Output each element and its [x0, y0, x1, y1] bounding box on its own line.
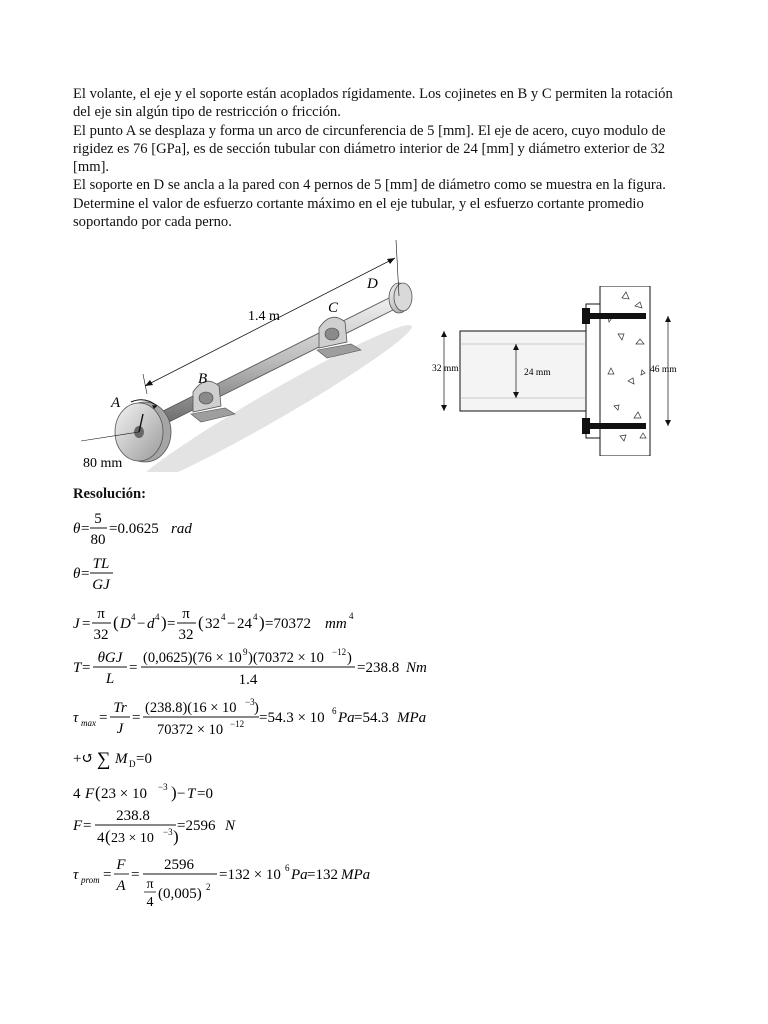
svg-text:): ) [259, 613, 265, 632]
svg-text:prom: prom [81, 875, 100, 885]
svg-text:F: F [73, 818, 83, 834]
svg-text:6: 6 [332, 706, 337, 716]
svg-text:J: J [73, 616, 80, 632]
svg-text:Nm: Nm [406, 660, 427, 676]
svg-text:π: π [182, 606, 190, 622]
label-c: C [328, 300, 339, 316]
problem-paragraph-1: El volante, el eje y el soporte están acoplados rígidamente. Los cojinetes en B y C permiten la rotación del eje sin algún tipo de restricción o fricción. [73, 86, 673, 121]
solution-title: Resolución: [73, 486, 146, 502]
svg-text:4: 4 [155, 612, 160, 622]
svg-text:τ: τ [73, 710, 79, 726]
svg-text:4: 4 [97, 830, 105, 846]
svg-text:mm: mm [325, 616, 347, 632]
equation-angle [73, 511, 273, 547]
svg-text:max: max [81, 718, 96, 728]
label-radius: 80 mm [83, 456, 123, 471]
svg-text:=: = [82, 616, 91, 632]
svg-text:−3: −3 [245, 697, 255, 707]
svg-text:=: = [131, 867, 140, 883]
label-d: D [367, 276, 378, 292]
svg-text:(238.8)(16 × 10: (238.8)(16 × 10 [145, 700, 237, 716]
svg-text:N: N [225, 818, 236, 834]
svg-text:238.8: 238.8 [116, 808, 150, 824]
equation-max-shear [73, 697, 473, 738]
svg-text:D: D [129, 759, 136, 769]
label-inner-diameter: 24 mm [524, 368, 551, 378]
svg-text:70372 × 10: 70372 × 10 [157, 722, 224, 738]
support-section-figure [430, 286, 688, 456]
svg-text:MPa: MPa [341, 867, 371, 883]
svg-text:d: d [147, 616, 155, 632]
equation-bolt-balance [73, 780, 273, 806]
svg-text:(0,0625)(76 × 10: (0,0625)(76 × 10 [143, 650, 242, 666]
svg-text:32: 32 [178, 627, 194, 643]
bolt-top [590, 313, 646, 319]
svg-text:M: M [115, 751, 128, 767]
svg-text:4: 4 [131, 612, 136, 622]
svg-text:=132 × 10: =132 × 10 [219, 867, 281, 883]
equation-moment-sum [73, 745, 193, 771]
eq1-result: =0.0625 [109, 521, 159, 537]
eq1-unit: rad [171, 521, 192, 537]
svg-text:=: = [99, 710, 108, 726]
label-bolt-span: 46 mm [650, 365, 677, 375]
svg-text:=54.3: =54.3 [354, 710, 389, 726]
svg-text:−12: −12 [332, 647, 347, 657]
svg-text:): ) [171, 783, 177, 802]
shaft-section [460, 331, 586, 411]
svg-text:=: = [103, 867, 112, 883]
svg-text:J: J [116, 721, 124, 737]
svg-text:=238.8: =238.8 [357, 660, 400, 676]
svg-text:2596: 2596 [164, 857, 194, 873]
equation-polar-moment [73, 606, 373, 642]
svg-text:−12: −12 [230, 719, 245, 729]
problem-statement [73, 85, 693, 231]
problem-paragraph-3: El soporte en D se ancla a la pared con 4 pernos de 5 [mm] de diámetro como se muestra en la figura. Determine el valor de esfuerzo cortante máximo en el eje tubular, y el esfuerzo cortante promedio soportando por cada perno. [73, 177, 666, 231]
svg-text:=70372: =70372 [265, 616, 311, 632]
shadow [127, 314, 418, 472]
flywheel-a [115, 400, 171, 462]
label-outer-diameter: 32 mm [432, 364, 459, 374]
svg-text:F: F [85, 786, 95, 802]
svg-text:6: 6 [285, 863, 290, 873]
svg-text:4: 4 [221, 612, 226, 622]
shaft-figure [73, 236, 435, 472]
bolt-bottom [590, 423, 646, 429]
svg-text:MPa: MPa [397, 710, 427, 726]
equation-average-shear [73, 857, 433, 917]
svg-text:4: 4 [349, 611, 354, 621]
svg-text:∑: ∑ [97, 749, 111, 770]
svg-text:T: T [187, 786, 196, 802]
svg-text:−3: −3 [163, 827, 173, 837]
svg-text:−: − [137, 616, 146, 632]
svg-text:=2596: =2596 [177, 818, 216, 834]
svg-text:=: = [83, 818, 92, 834]
svg-text:4: 4 [73, 786, 81, 802]
svg-text:(: ( [198, 613, 204, 632]
support-drawing [430, 286, 688, 456]
wall [600, 286, 650, 456]
eq1-num: 5 [94, 511, 102, 527]
flange [586, 304, 600, 438]
svg-text:=: = [129, 660, 138, 676]
svg-text:23 × 10: 23 × 10 [111, 831, 154, 846]
svg-text:Pa: Pa [291, 867, 308, 883]
svg-text:24: 24 [237, 616, 252, 632]
svg-text:32: 32 [205, 616, 220, 632]
svg-text:(: ( [113, 613, 119, 632]
svg-text:D: D [120, 616, 131, 632]
svg-text:T: T [73, 660, 82, 676]
svg-text:=: = [82, 660, 91, 676]
svg-text:(: ( [105, 827, 111, 846]
svg-text:θGJ: θGJ [97, 650, 123, 666]
svg-text:−3: −3 [158, 782, 168, 792]
svg-text:π: π [97, 606, 105, 622]
svg-text:): ) [254, 700, 259, 716]
eq1-den: 80 [90, 532, 106, 548]
svg-text:): ) [347, 650, 352, 666]
svg-text:9: 9 [243, 647, 248, 657]
bolt-bottom-head [582, 418, 590, 434]
equation-torque [73, 647, 453, 688]
svg-text:Tr: Tr [113, 700, 127, 716]
svg-text:): ) [173, 827, 179, 846]
svg-text:1.4: 1.4 [238, 672, 258, 688]
svg-text:−: − [227, 616, 236, 632]
svg-text:(0,005): (0,005) [158, 886, 202, 902]
svg-text:=54.3 × 10: =54.3 × 10 [259, 710, 325, 726]
svg-text:=0: =0 [197, 786, 213, 802]
svg-text:4: 4 [146, 895, 154, 910]
eq2-num: TL [92, 556, 110, 572]
svg-text:4: 4 [253, 612, 258, 622]
svg-text:Pa: Pa [338, 710, 355, 726]
problem-paragraph-2: El punto A se desplaza y forma un arco de circunferencia de 5 [mm]. El eje de acero, cuyo modulo de rigidez es 76 [GPa], es de sección tubular con diámetro interior de 24 [mm] y diámetro exterior de 32 [mm]. [73, 122, 666, 176]
eq2-lhs: θ [73, 566, 81, 582]
svg-text:−: − [177, 786, 186, 802]
svg-text:+↺: +↺ [73, 751, 95, 767]
svg-text:32: 32 [93, 627, 109, 643]
svg-text:)(70372 × 10: )(70372 × 10 [248, 650, 324, 666]
svg-text:τ: τ [73, 867, 79, 883]
label-length: 1.4 m [248, 309, 280, 324]
svg-text:π: π [146, 877, 154, 892]
svg-text:=: = [132, 710, 141, 726]
label-a: A [111, 395, 121, 411]
svg-text:=0: =0 [136, 751, 152, 767]
svg-text:2: 2 [206, 882, 211, 892]
svg-text:F: F [116, 857, 126, 873]
eq1-lhs: θ [73, 521, 81, 537]
equation-twist [73, 556, 173, 592]
svg-text:L: L [105, 671, 115, 687]
label-b: B [198, 371, 208, 387]
support-d [389, 283, 412, 313]
svg-text:A: A [116, 878, 126, 894]
svg-text:=: = [81, 566, 90, 582]
shaft-drawing [73, 236, 435, 472]
svg-text:=: = [167, 616, 176, 632]
svg-text:(: ( [95, 783, 101, 802]
svg-text:): ) [161, 613, 167, 632]
svg-text:=: = [81, 521, 90, 537]
svg-text:=132: =132 [307, 867, 338, 883]
bolt-top-head [582, 308, 590, 324]
equation-bolt-force [73, 808, 313, 848]
svg-text:23 × 10: 23 × 10 [101, 786, 147, 802]
eq2-den: GJ [92, 577, 110, 593]
